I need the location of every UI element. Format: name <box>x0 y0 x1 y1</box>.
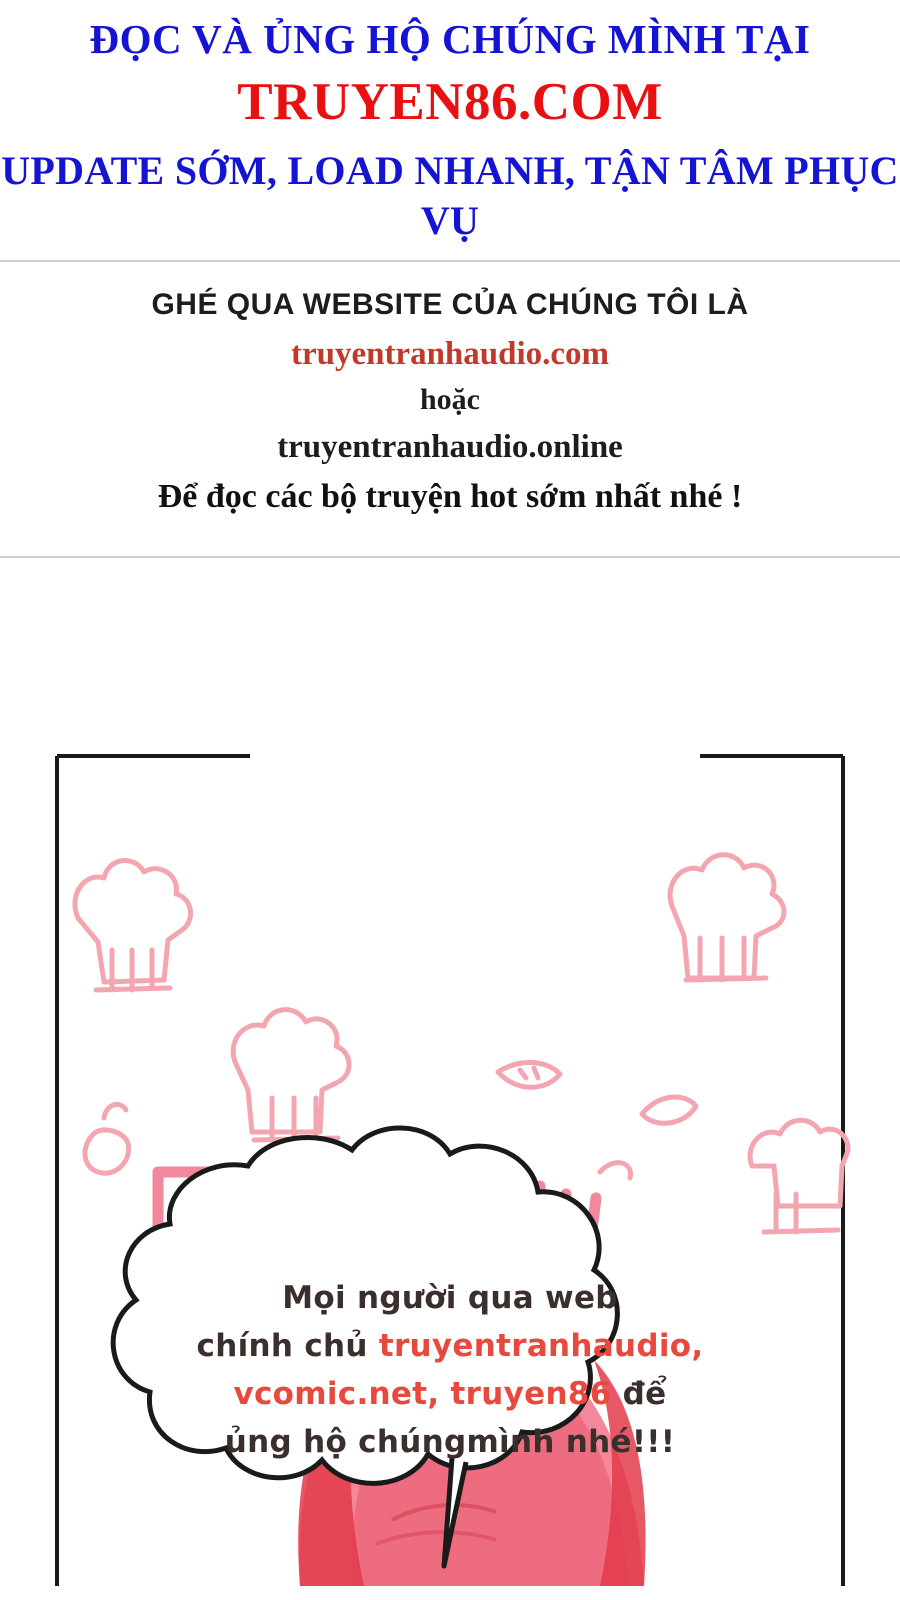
bubble-line-4: ủng hộ chúngmình nhé!!! <box>224 1423 676 1460</box>
notice-url-secondary: truyentranhaudio.online <box>277 428 623 465</box>
bubble-line-3: vcomic.net, truyen86 để <box>233 1375 667 1412</box>
comic-panel <box>0 558 900 1586</box>
speech-bubble-text <box>150 1274 750 1466</box>
banner-site-url: TRUYEN86.COM <box>237 73 663 132</box>
notice-call-to-action: Để đọc các bộ truyện hot sớm nhất nhé ! <box>157 477 743 515</box>
banner-line-3: UPDATE SỚM, LOAD NHANH, TẬN TÂM PHỤC VỤ <box>1 147 899 243</box>
notice-line-1: GHÉ QUA WEBSITE CỦA CHÚNG TÔI LÀ <box>151 287 749 321</box>
notice-url-primary: truyentranhaudio.com <box>290 335 610 372</box>
banner-line-1: ĐỌC VÀ ỦNG HỘ CHÚNG MÌNH TẠI <box>89 16 811 62</box>
website-notice <box>0 262 900 516</box>
notice-conjunction: hoặc <box>420 382 480 416</box>
promo-banner <box>0 0 900 246</box>
bubble-line-1: Mọi người qua web <box>282 1279 618 1316</box>
bubble-line-2: chính chủ truyentranhaudio, <box>196 1327 704 1364</box>
